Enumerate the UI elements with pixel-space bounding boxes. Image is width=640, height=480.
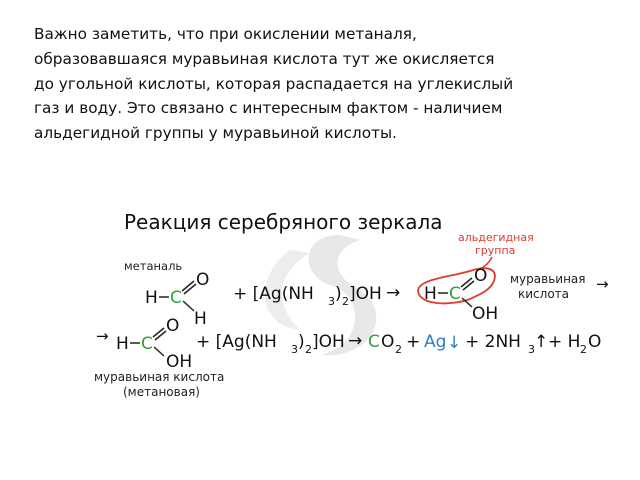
reagent-text: ]OH xyxy=(349,284,382,304)
ammonia xyxy=(465,332,548,356)
carbon-dioxide xyxy=(368,332,402,356)
reaction-diagram xyxy=(0,195,640,405)
silver-atom: Ag xyxy=(424,332,447,352)
carbon-atom: C xyxy=(449,284,461,304)
tollens-reagent xyxy=(196,332,345,356)
formic-acid-bottom-label: муравьиная кислота xyxy=(94,370,225,384)
figure-title: Реакция серебряного зеркала xyxy=(124,210,443,234)
paragraph-line: до угольной кислоты, которая распадается на углекислый xyxy=(34,74,514,93)
reaction-arrow: → xyxy=(386,283,401,303)
plus-sign: + xyxy=(406,332,421,352)
silver-mirror-figure xyxy=(0,195,640,405)
subscript: 2 xyxy=(305,343,312,356)
hydrogen-atom: H xyxy=(194,309,207,329)
methanal-label: метаналь xyxy=(124,259,183,273)
aldehyde-group-label: группа xyxy=(475,244,516,257)
formic-acid-label: кислота xyxy=(518,287,569,301)
paragraph-line: альдегидной группы у муравьиной кислоты. xyxy=(34,124,397,143)
reagent-text: ) xyxy=(335,284,342,304)
body-paragraph xyxy=(34,22,619,146)
formic-acid-formula xyxy=(116,316,192,372)
continuation-arrow: → xyxy=(596,275,609,293)
subscript: 3 xyxy=(291,343,298,356)
carbon-atom: C xyxy=(368,332,380,352)
formic-acid-label: муравьиная xyxy=(510,272,586,286)
subscript: 3 xyxy=(328,295,335,308)
hydrogen-atom: H xyxy=(145,288,158,308)
formic-acid-bottom-label: (метановая) xyxy=(123,385,200,399)
paragraph-line: образовавшаяся муравьиная кислота тут же окисляется xyxy=(34,49,495,68)
water-text: + H xyxy=(548,332,581,352)
precipitate-arrow-icon: ↓ xyxy=(447,333,462,353)
reaction-arrow: → xyxy=(348,331,363,351)
reagent-text: + [Ag(NH xyxy=(233,284,314,304)
carbon-atom: C xyxy=(141,334,153,354)
subscript: 2 xyxy=(342,295,349,308)
reagent-text: ) xyxy=(298,332,305,352)
oxygen-atom: O xyxy=(588,332,602,352)
paragraph-line: газ и воду. Это связано с интересным фактом - наличием xyxy=(34,99,503,118)
carbon-atom: C xyxy=(170,288,182,308)
oxygen-atom: O xyxy=(196,270,210,290)
water xyxy=(548,332,601,356)
ammonia-text: + 2NH xyxy=(465,332,521,352)
subscript: 3 xyxy=(528,343,535,356)
hydroxyl-group: OH xyxy=(472,304,499,324)
gas-arrow-icon: ↑ xyxy=(534,332,549,352)
reagent-text: ]OH xyxy=(312,332,345,352)
aldehyde-group-label: альдегидная xyxy=(458,231,534,244)
oxygen-atom: O xyxy=(166,316,180,336)
reagent-text: + [Ag(NH xyxy=(196,332,277,352)
hydrogen-atom: H xyxy=(116,334,129,354)
oxygen-atom: O xyxy=(474,266,488,286)
subscript: 2 xyxy=(395,343,402,356)
hydrogen-atom: H xyxy=(424,284,437,304)
hydroxyl-group: OH xyxy=(166,352,193,372)
continuation-arrow: → xyxy=(96,327,109,345)
subscript: 2 xyxy=(580,343,587,356)
formic-acid-product xyxy=(418,266,498,324)
paragraph-line: Важно заметить, что при окислении метаналя, xyxy=(34,25,417,43)
silver-precipitate xyxy=(424,332,461,353)
oxygen-atom: O xyxy=(381,332,395,352)
